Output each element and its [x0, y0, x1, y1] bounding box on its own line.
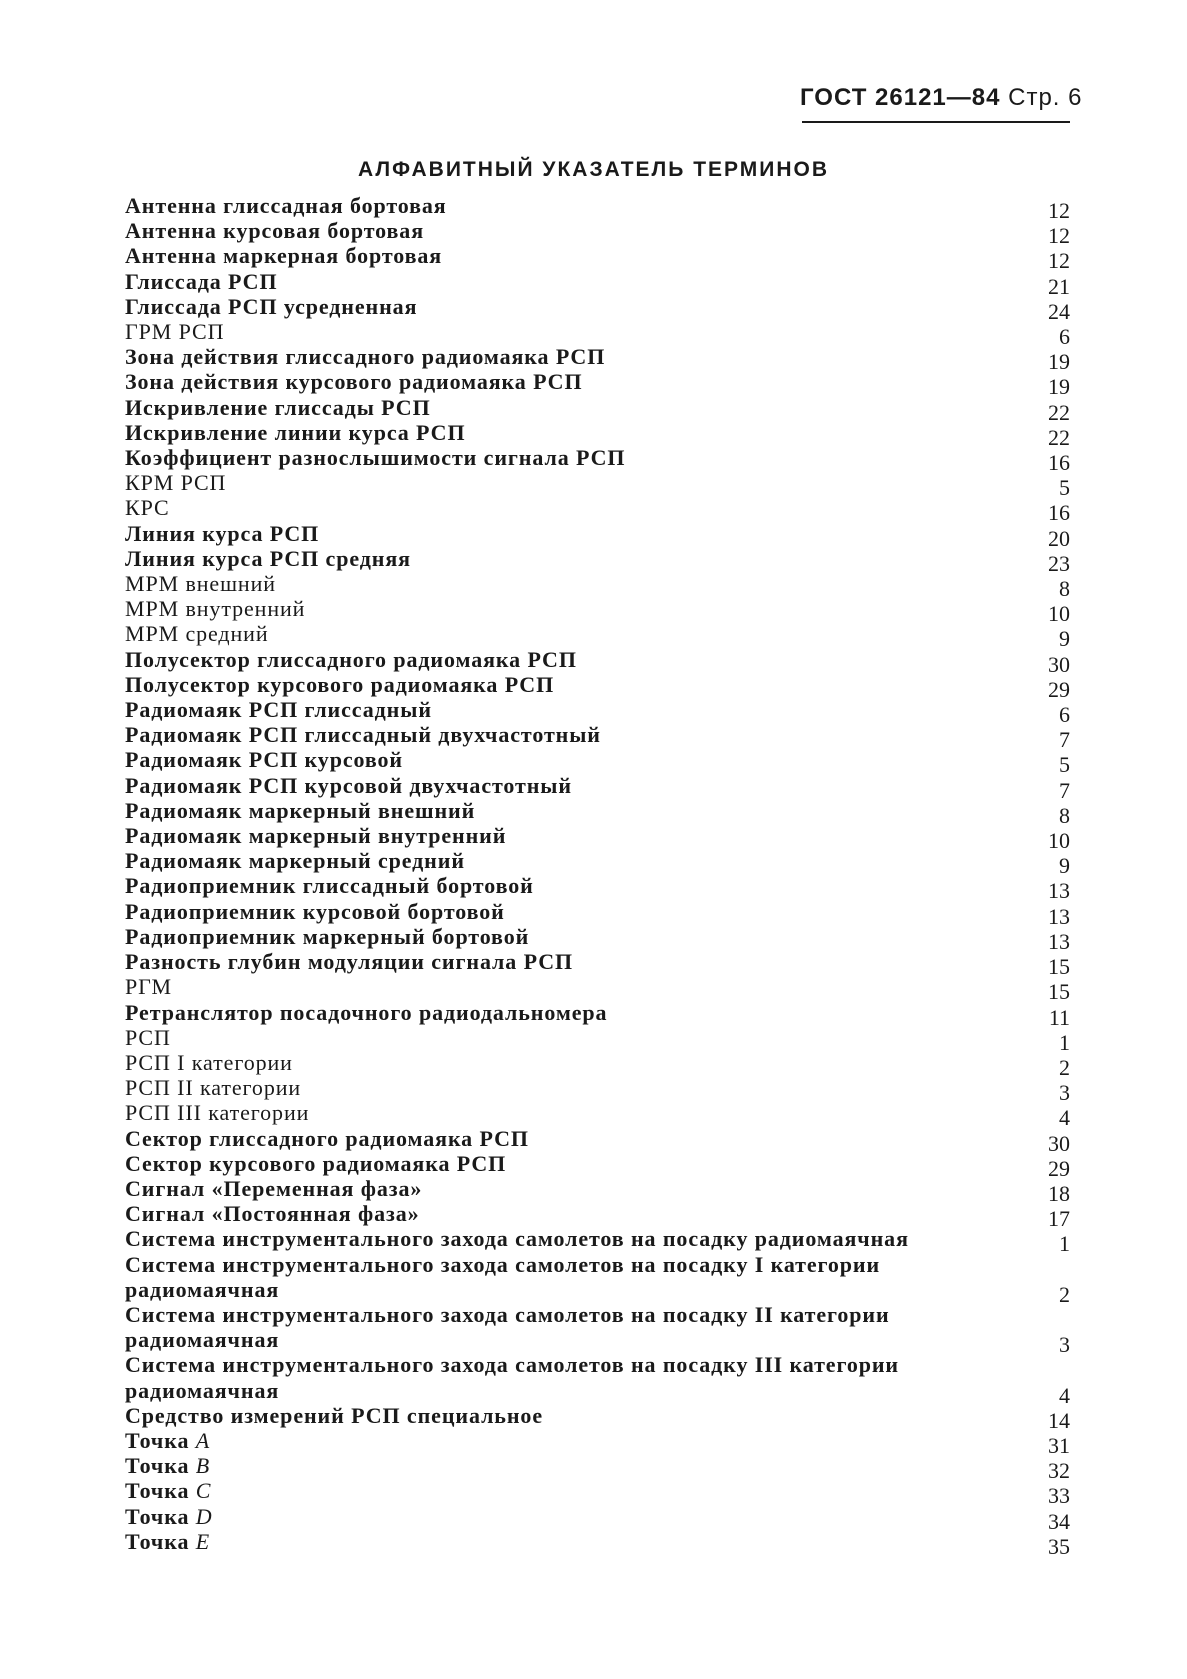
index-term: Коэффициент разнослышимости сигнала РСП: [125, 445, 626, 471]
index-page-number: 5: [1059, 752, 1070, 778]
index-entry: [125, 898, 1070, 929]
index-page-number: 13: [1048, 903, 1070, 929]
index-page-number: 8: [1059, 576, 1070, 602]
index-page-number: 13: [1048, 928, 1070, 954]
index-term: Радиомаяк РСП курсовой двухчастотный: [125, 772, 572, 798]
term-index: [125, 193, 1070, 1559]
index-page-number: 33: [1048, 1483, 1070, 1509]
index-entry: [125, 293, 1070, 324]
index-entry: [125, 1226, 1070, 1257]
index-entry: [125, 1453, 1070, 1484]
index-entry: [125, 1478, 1070, 1509]
index-term: Полусектор глиссадного радиомаяка РСП: [125, 646, 577, 672]
index-term: Сигнал «Переменная фаза»: [125, 1175, 423, 1201]
index-term: Радиомаяк маркерный внутренний: [125, 823, 507, 849]
index-entry: [125, 873, 1070, 904]
header-rule: [802, 121, 1070, 123]
index-term: Сектор курсового радиомаяка РСП: [125, 1150, 507, 1176]
index-page-number: 22: [1048, 424, 1070, 450]
index-entry: [125, 974, 1070, 1005]
index-term: Радиоприемник маркерный бортовой: [125, 923, 530, 949]
index-term: Линия курса РСП средняя: [125, 545, 411, 571]
index-page-number: 31: [1048, 1432, 1070, 1458]
index-page-number: 19: [1048, 374, 1070, 400]
index-page-number: 4: [1059, 1105, 1070, 1131]
point-letter: C: [195, 1478, 212, 1504]
point-letter: A: [195, 1427, 211, 1453]
index-entry: [125, 646, 1070, 677]
index-entry: [125, 319, 1070, 350]
index-page-number: 13: [1048, 878, 1070, 904]
index-entry: [125, 722, 1070, 753]
point-letter: E: [195, 1528, 211, 1554]
index-page-number: 7: [1059, 727, 1070, 753]
index-page-number: 10: [1048, 601, 1070, 627]
index-entry: [125, 747, 1070, 778]
index-entry: [125, 243, 1070, 274]
index-term: РСП I категории: [125, 1049, 293, 1075]
index-entry: [125, 495, 1070, 526]
index-page-number: 7: [1059, 777, 1070, 803]
index-term: Антенна курсовая бортовая: [125, 218, 424, 244]
index-entry: [125, 545, 1070, 576]
index-term: РСП II категории: [125, 1075, 302, 1101]
index-page-number: 5: [1059, 475, 1070, 501]
index-entry: [125, 1075, 1070, 1106]
index-term: Точка E: [125, 1528, 211, 1554]
index-term: МРМ средний: [125, 621, 269, 647]
index-term: Антенна глиссадная бортовая: [125, 193, 447, 218]
index-title: АЛФАВИТНЫЙ УКАЗАТЕЛЬ ТЕРМИНОВ: [357, 158, 830, 181]
standard-number: ГОСТ 26121—84: [800, 84, 1001, 111]
index-page-number: 2: [1059, 1281, 1070, 1307]
index-term: МРМ внешний: [125, 571, 276, 597]
index-page-number: 30: [1048, 1130, 1070, 1156]
index-entry: [125, 1201, 1070, 1232]
index-entry: [125, 949, 1070, 980]
index-term: Сигнал «Постоянная фаза»: [125, 1201, 420, 1227]
index-page-number: 6: [1059, 324, 1070, 350]
index-page-number: 9: [1059, 853, 1070, 879]
index-term: Радиомаяк маркерный средний: [125, 848, 465, 874]
index-page-number: 21: [1048, 273, 1070, 299]
page-number: Стр. 6: [1008, 84, 1083, 111]
index-entry: [125, 1049, 1070, 1080]
index-term: Средство измерений РСП специальное: [125, 1402, 543, 1428]
point-letter: B: [195, 1453, 211, 1479]
index-term: КРС: [125, 495, 170, 521]
index-page-number: 4: [1059, 1382, 1070, 1408]
index-term: Зона действия курсового радиомаяка РСП: [125, 369, 583, 395]
index-entry: [125, 571, 1070, 602]
index-entry: [125, 1125, 1070, 1156]
index-page-number: 16: [1048, 500, 1070, 526]
index-term: Полусектор курсового радиомаяка РСП: [125, 671, 555, 697]
index-term: Искривление глиссады РСП: [125, 394, 431, 420]
index-term: Точка D: [125, 1503, 213, 1529]
index-entry: [125, 1427, 1070, 1458]
index-page-number: 12: [1048, 248, 1070, 274]
index-page-number: 35: [1048, 1533, 1070, 1559]
index-term: РСП III категории: [125, 1100, 310, 1126]
index-entry: [125, 1503, 1070, 1534]
index-term: Радиомаяк маркерный внешний: [125, 797, 476, 823]
index-page-number: 32: [1048, 1458, 1070, 1484]
index-page-number: 24: [1048, 298, 1070, 324]
index-term: Радиомаяк РСП глиссадный двухчастотный: [125, 722, 601, 748]
index-term: ГРМ РСП: [125, 319, 225, 345]
index-entry: [125, 1528, 1070, 1559]
index-page-number: 29: [1048, 1155, 1070, 1181]
index-page-number: 9: [1059, 626, 1070, 652]
index-term: МРМ внутренний: [125, 596, 306, 622]
index-page-number: 1: [1059, 1231, 1070, 1257]
index-page-number: 34: [1048, 1508, 1070, 1534]
index-term: Антенна маркерная бортовая: [125, 243, 443, 269]
index-page-number: 12: [1048, 223, 1070, 249]
index-entry: [125, 797, 1070, 828]
index-page-number: 17: [1048, 1206, 1070, 1232]
index-entry: [125, 671, 1070, 702]
index-entry: [125, 1150, 1070, 1181]
index-term: Радиоприемник курсовой бортовой: [125, 898, 505, 924]
index-term: Система инструментального захода самолетов на посадку I категории радиомаячная: [125, 1251, 881, 1302]
index-entry: [125, 621, 1070, 652]
index-term: Искривление линии курса РСП: [125, 419, 466, 445]
index-page-number: 3: [1059, 1080, 1070, 1106]
index-page-number: 15: [1048, 954, 1070, 980]
index-entry: [125, 772, 1070, 803]
index-entry: [125, 419, 1070, 450]
index-page-number: 2: [1059, 1054, 1070, 1080]
index-term: Зона действия глиссадного радиомаяка РСП: [125, 344, 606, 370]
index-term: Точка C: [125, 1478, 212, 1504]
page-header: [800, 84, 1083, 112]
index-term: РСП: [125, 1024, 171, 1050]
index-page-number: 19: [1048, 349, 1070, 375]
index-entry: [125, 1175, 1070, 1206]
index-entry: [125, 823, 1070, 854]
index-page-number: 6: [1059, 702, 1070, 728]
index-term: Глиссада РСП усредненная: [125, 293, 418, 319]
index-page-number: 22: [1048, 399, 1070, 425]
index-term: Точка A: [125, 1427, 211, 1453]
index-entry: [125, 369, 1070, 400]
index-page-number: 1: [1059, 1029, 1070, 1055]
index-page-number: 8: [1059, 802, 1070, 828]
index-term: Система инструментального захода самолетов на посадку III категории радиомаячная: [125, 1352, 899, 1403]
point-letter: D: [195, 1503, 213, 1529]
index-term: Система инструментального захода самолетов на посадку II категории радиомаячная: [125, 1301, 890, 1353]
index-term: Разность глубин модуляции сигнала РСП: [125, 949, 574, 975]
index-page-number: 20: [1048, 525, 1070, 551]
index-page-number: 16: [1048, 450, 1070, 476]
index-entry: [125, 268, 1070, 299]
index-entry: [125, 1402, 1070, 1433]
index-entry: [125, 1024, 1070, 1055]
index-entry: [125, 596, 1070, 627]
index-entry: [125, 344, 1070, 375]
index-term: Глиссада РСП: [125, 268, 278, 294]
index-entry: [125, 999, 1070, 1030]
index-entry: [125, 848, 1070, 879]
index-term: Сектор глиссадного радиомаяка РСП: [125, 1125, 529, 1151]
index-entry: [125, 1251, 1070, 1307]
index-page-number: 18: [1048, 1180, 1070, 1206]
index-entry: [125, 1100, 1070, 1131]
index-entry: [125, 520, 1070, 551]
index-entry: [125, 470, 1070, 501]
index-page-number: 12: [1048, 198, 1070, 223]
index-term: Система инструментального захода самолетов на посадку радиомаячная: [125, 1226, 909, 1252]
index-term: Радиомаяк РСП глиссадный: [125, 697, 432, 723]
index-entry: [125, 218, 1070, 249]
index-entry: [125, 193, 1070, 223]
index-page-number: 3: [1059, 1332, 1070, 1358]
index-entry: [125, 1352, 1070, 1408]
index-term: Точка B: [125, 1453, 211, 1479]
index-term: Радиоприемник глиссадный бортовой: [125, 873, 534, 899]
index-entry: [125, 394, 1070, 425]
index-page-number: 30: [1048, 651, 1070, 677]
index-page-number: 10: [1048, 828, 1070, 854]
index-page-number: 14: [1048, 1407, 1070, 1433]
index-entry: [125, 923, 1070, 954]
index-term: РГМ: [125, 974, 172, 1000]
index-entry: [125, 697, 1070, 728]
index-entry: [125, 1301, 1070, 1358]
index-page-number: 29: [1048, 676, 1070, 702]
index-entry: [125, 445, 1070, 476]
index-page-number: 11: [1048, 1004, 1070, 1030]
index-page-number: 15: [1048, 979, 1070, 1005]
index-term: Радиомаяк РСП курсовой: [125, 747, 403, 773]
index-term: КРМ РСП: [125, 470, 227, 496]
index-term: Ретранслятор посадочного радиодальномера: [125, 999, 608, 1025]
index-page-number: 23: [1048, 550, 1070, 576]
index-term: Линия курса РСП: [125, 520, 320, 546]
